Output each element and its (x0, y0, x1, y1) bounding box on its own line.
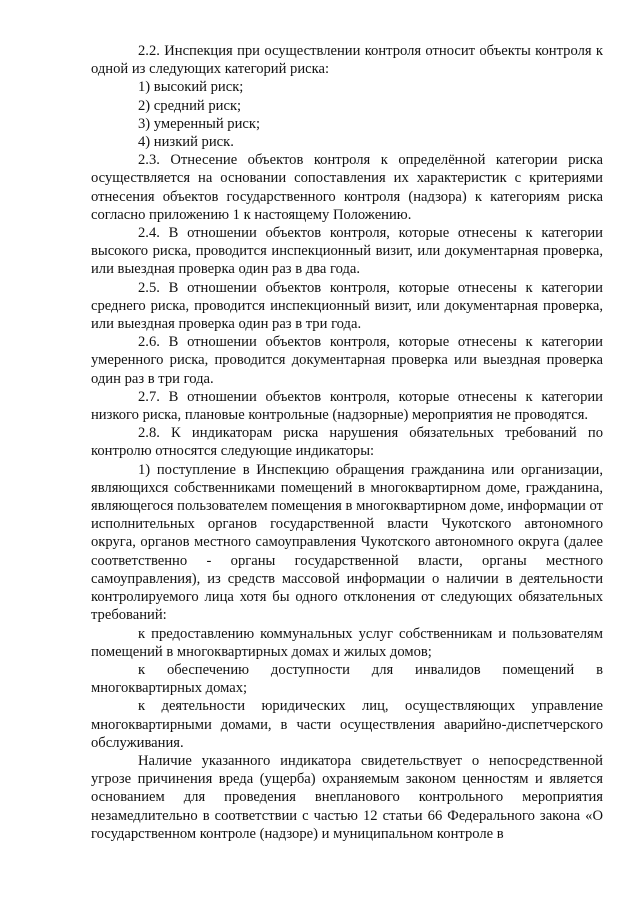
requirement-utilities: к предоставлению коммунальных услуг собственникам и пользователям помещений в многоквартирных домах и жилых домов; (91, 625, 603, 660)
requirement-accessibility: к обеспечению доступности для инвалидов помещений в многоквартирных домах; (91, 661, 603, 697)
paragraph-2-7: 2.7. В отношении объектов контроля, которые отнесены к категории низкого риска, плановые контрольные (надзорные) мероприятия не проводятся. (91, 388, 603, 424)
document-page (91, 42, 603, 843)
risk-category-moderate: 3) умеренный риск; (138, 115, 261, 132)
paragraph-2-8: 2.8. К индикаторам риска нарушения обязательных требований по контролю относятся следующие индикаторы: (91, 425, 603, 460)
risk-category-high: 1) высокий риск; (138, 79, 244, 96)
paragraph-2-5: 2.5. В отношении объектов контроля, которые отнесены к категории среднего риска, проводится инспекционный визит, или документарная проверка, или выездная проверка один раз в три года. (91, 279, 603, 333)
indicator-1: 1) поступление в Инспекцию обращения гражданина или организации, являющихся собственниками помещений в многоквартирном доме, гражданина, являющегося пользователем помещения в многоквартирном доме, информации от исполнительных органов государственной власти Чукотского автономного округа, органов местного самоуправления Чукотского автономного округа (далее соответственно - органы государственной власти, органы местного самоуправления), из средств массовой информации о наличии в деятельности контролируемого лица хотя бы одного отклонения от следующих обязательных требований: (91, 461, 603, 624)
risk-category-low: 4) низкий риск. (138, 134, 234, 151)
paragraph-2-3: 2.3. Отнесение объектов контроля к определённой категории риска осуществляется на основании сопоставления их характеристик с критериями отнесения объектов государственного контроля (надзора) к категориям риска согласно приложению 1 к настоящему Положению. (91, 152, 603, 223)
requirement-emergency-service: к деятельности юридических лиц, осуществляющих управление многоквартирными домами, в части осуществления аварийно-диспетчерского обслуживания. (91, 698, 603, 751)
paragraph-2-4: 2.4. В отношении объектов контроля, которые отнесены к категории высокого риска, проводится инспекционный визит, или документарная проверка, или выездная проверка один раз в два года. (91, 225, 603, 278)
paragraph-2-6: 2.6. В отношении объектов контроля, которые отнесены к категории умеренного риска, проводится документарная проверка или выездная проверка один раз в три года. (91, 334, 603, 387)
risk-category-medium: 2) средний риск; (138, 97, 242, 114)
paragraph-2-2: 2.2. Инспекция при осуществлении контроля относит объекты контроля к одной из следующих категорий риска: (91, 43, 603, 78)
paragraph-indicator-consequence: Наличие указанного индикатора свидетельствует о непосредственной угрозе причинения вреда (ущерба) охраняемым законом ценностям и является основанием для проведения внепланового контрольного мероприятия незамедлительно в соответствии с частью 12 статьи 66 Федерального закона «О государственном контроле (надзоре) и муниципальном контроле в (91, 752, 603, 842)
